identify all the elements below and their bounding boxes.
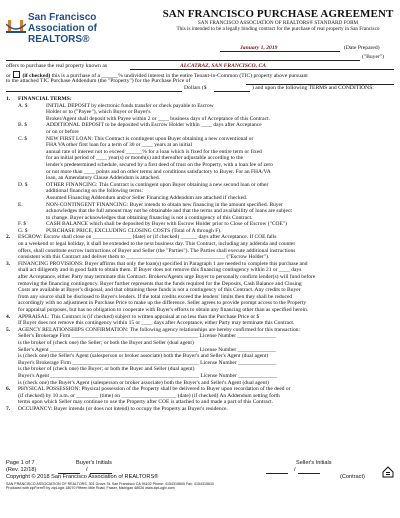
section-text: is (check one) the Seller's Agent (salesperson or broker associate) both the Buyer's and Seller's Agent (dual agent) bbox=[18, 353, 269, 360]
section-text: shall act diligently and in good faith to obtain them. If Buyer does not remove this financing contingency within 21 or ____ days bbox=[18, 267, 302, 274]
buyer-initials-field-1[interactable] bbox=[58, 467, 80, 474]
section-text: annual rate of interest not to exceed ______% for a loan which is fixed for the entire term or fixed bbox=[46, 148, 262, 155]
bridge-logo-icon bbox=[6, 14, 26, 36]
date-prepared-value[interactable]: January 1, 2019 bbox=[240, 45, 278, 51]
section-text: offers, shall constitute escrow instructions of Buyer and Seller (the "Parties"). The Parties shall execute additional instructions bbox=[18, 247, 296, 254]
contract-line bbox=[6, 241, 394, 248]
contract-line bbox=[6, 149, 394, 156]
section-number: 7. bbox=[6, 405, 11, 412]
if-checked-text: (if checked) bbox=[22, 73, 51, 79]
section-label: A. $ bbox=[18, 102, 28, 109]
section-text: is (check one) the Buyer's Agent (salesperson or broker associate) both the Buyer's and Seller's Agent (dual agent) bbox=[18, 379, 269, 386]
section-text: Seller's Brokerage Firm ______________________________________________ License Number ______________ bbox=[18, 333, 276, 340]
seller-initials-field-2[interactable] bbox=[298, 467, 320, 474]
section-text: OTHER FINANCING: This Contract is contingent upon Buyer obtaining a new second loan or other bbox=[46, 181, 269, 188]
date-prepared-rule bbox=[220, 51, 340, 52]
seller-initials-field-1[interactable] bbox=[266, 467, 288, 474]
section-text: consistent with this Contract and deliver them to ____________________________________ ("Escrow Holder"). bbox=[18, 254, 270, 261]
section-number: 5. bbox=[6, 326, 11, 333]
contract-label: (Contract) bbox=[340, 474, 365, 480]
contract-line bbox=[6, 155, 394, 162]
contract-line bbox=[6, 360, 394, 367]
section-text: NEW FIRST LOAN: This Contract is contingent upon Buyer obtaining a new conventional or bbox=[46, 135, 254, 142]
property-address-value[interactable]: ALCATRAZ, SAN FRANCISCO, CA bbox=[180, 63, 266, 69]
contract-line bbox=[6, 261, 394, 268]
section-text: from any source shall be disclosed to Buyer's lenders. If the total credits exceed the lenders' limits then they shall be reduced bbox=[18, 293, 293, 300]
contract-line bbox=[6, 347, 394, 354]
contract-line bbox=[6, 366, 394, 373]
section-text: ADDITIONAL DEPOSIT to be deposited with Escrow Holder within ____ days after Acceptance bbox=[46, 122, 262, 129]
section-text: accordingly with no adjustment in Purchase Price to make up the difference. Seller agrees to provide prompt access to the Property bbox=[18, 300, 307, 307]
contract-line bbox=[6, 327, 394, 334]
section-text: or on or before bbox=[46, 128, 79, 135]
document-subtitle: SAN FRANCISCO ASSOCIATION OF REALTORS® STANDARD FORM bbox=[197, 20, 359, 26]
contract-line bbox=[6, 228, 394, 235]
section-text: OCCUPANCY: Buyer intends (or does not intend) to occupy the Property as Buyer's residence. bbox=[18, 405, 228, 412]
section-text: is the broker of (check one) the Buyer; or both the Buyer and Seller (dual agent) bbox=[18, 366, 195, 373]
section-text: ESCROW: Escrow shall close on ______________ (date) or (if checked) ______ days after Acceptance. If COE falls bbox=[18, 234, 277, 241]
contract-line bbox=[6, 340, 394, 347]
contract-line bbox=[6, 399, 394, 406]
fine-print-2: Produced with zipForm® by zipLogix 18070 Fifteen Mile Road, Fraser, Michigan 48026 www.zipLogix.com bbox=[6, 486, 175, 491]
contract-line bbox=[6, 274, 394, 281]
contract-line bbox=[6, 333, 394, 340]
dollars-text: Dollars ($ bbox=[184, 85, 207, 91]
section-label: F. $ bbox=[18, 221, 27, 228]
section-text: NON-CONTINGENT FINANCING: Buyer intends to obtain new financing in the amount specified. Buyer bbox=[46, 201, 283, 208]
contract-line bbox=[6, 281, 394, 288]
logo-line-2: Association of REALTORS® bbox=[28, 23, 97, 45]
date-prepared-label: (Date Prepared) bbox=[344, 45, 380, 51]
section-label: FINANCIAL TERMS: bbox=[18, 96, 72, 102]
section-text: Costs are available at Buyer's disposal, and that obtaining these funds is not a contingency of this Contract. Any credits to Buyer bbox=[18, 287, 301, 294]
terms-text: ) and upon the following TERMS and CONDITIONS: bbox=[252, 85, 374, 91]
section-text: lender's predetermined schedule, secured by a first deed of trust on the Property, with a loan fee of zero bbox=[46, 161, 273, 168]
document-subtitle-2: This is intended to be a legally binding contract for the purchase of real property in San Francisco bbox=[176, 26, 380, 32]
copyright-text: Copyright © 2018 San Francisco Association of REALTORS® bbox=[6, 474, 159, 480]
page-footer: Page 1 of 7 Buyer's Initials Seller's Initials (Rev. 12/18) / / Copyright © 2018 San Francisco Association of REALTORS® (Contract) SAN FRANCISCO ASSOCIATION OF REALTORS, 301 Grove St. San Francisco CA 94102 Phone: 4154315600 Fax: 4154315610 Produced with zipForm® by zipLogix 18070 Fifteen Mile Road, Fraser, Michigan 48026 www.zipLogix.com bbox=[6, 460, 394, 491]
section-text: FINANCING PROVISIONS: Buyer affirms that only the loan(s) specified in Paragraph 1 are needed to complete this purchase and bbox=[18, 260, 308, 267]
buyer-initials-field-2[interactable] bbox=[90, 467, 112, 474]
section-label: C. $ bbox=[18, 135, 28, 142]
logo-line-1: San Francisco bbox=[28, 12, 97, 23]
document-title: SAN FRANCISCO PURCHASE AGREEMENT bbox=[162, 8, 394, 20]
section-text: Broker/Agent shall deposit with Payee within 2 or ____ business days of Acceptance of this Contract. bbox=[46, 115, 270, 122]
tic-checkbox[interactable] bbox=[13, 71, 20, 78]
contract-line bbox=[6, 116, 394, 123]
contract-line bbox=[6, 267, 394, 274]
section-text: for appraisal purposes, but has no obligation to cooperate with Buyer's efforts to obtain any financing other than as specified herein. bbox=[18, 307, 309, 313]
contract-line bbox=[6, 129, 394, 136]
contract-line bbox=[6, 109, 394, 116]
contract-line bbox=[6, 136, 394, 143]
section-label: B. $ bbox=[18, 122, 28, 129]
section-number: 2. bbox=[6, 234, 11, 241]
section-text: FHA VA other first loan for a term of 30 or ____ years at an initial bbox=[46, 142, 192, 149]
section-text: after Acceptance, either Party may terminate this Contract. Brokers/Agents urge Buyer to personally confirm lender(s) will fund before bbox=[18, 274, 316, 281]
buyer-name-field[interactable] bbox=[6, 60, 360, 61]
contract-line bbox=[6, 393, 394, 400]
contract-line bbox=[6, 175, 394, 182]
section-text: If Buyer does not remove this contingency within 15 or ____ days after Acceptance, either Party may terminate this Contract. bbox=[18, 320, 295, 327]
section-text: additional financing on the following terms: bbox=[46, 188, 143, 195]
property-address-rule bbox=[130, 69, 394, 70]
section-number: 1. bbox=[6, 96, 11, 102]
section-text: on a weekend or legal holiday, it shall be extended to the next business day. This Contract, including any addenda and counter bbox=[18, 241, 296, 248]
contract-line bbox=[6, 188, 394, 195]
equal-housing-icon bbox=[382, 466, 394, 478]
offers-text: offers to purchase the real property known as bbox=[6, 63, 108, 69]
section-text: PURCHASE PRICE, EXCLUDING CLOSING COSTS (Total of A through F). bbox=[46, 227, 222, 234]
section-number: 4. bbox=[6, 313, 11, 320]
section-text: Holder or to ("Payee"), which Buyer or Buyer's bbox=[46, 109, 151, 116]
page-number: Page 1 of 7 bbox=[6, 460, 35, 466]
contract-line bbox=[6, 103, 394, 110]
contract-line bbox=[6, 96, 394, 103]
contract-line bbox=[6, 182, 394, 189]
contract-body bbox=[6, 96, 394, 413]
section-text: AGENCY RELATIONSHIPS CONFIRMATION: The following agency relationships are hereby confirmed for this transaction: bbox=[18, 326, 300, 333]
section-label: G. $ bbox=[18, 227, 28, 234]
contract-line bbox=[6, 314, 394, 321]
contract-line bbox=[6, 122, 394, 129]
section-text: PHYSICAL POSSESSION: Physical possession of the Property shall be delivered to Buyer upon recordation of the deed or bbox=[18, 386, 291, 393]
tic-text-2: to the attached TIC Purchase Addendum (the "Property") for the Purchase Price of bbox=[6, 78, 191, 84]
contract-line bbox=[6, 142, 394, 149]
contract-line bbox=[6, 195, 394, 202]
contract-line bbox=[6, 373, 394, 380]
section-text: CASH BALANCE which shall be deposited by Buyer with Escrow Holder prior to Close of Escrow ("COE") bbox=[46, 221, 287, 228]
contract-line bbox=[6, 320, 394, 327]
contract-line bbox=[6, 380, 394, 387]
tic-text: this is a purchase of a ______% undivided interest in the entire Tenant-in-Common (TIC) property above pursuant bbox=[51, 73, 308, 79]
contract-line bbox=[6, 406, 394, 413]
section-text: acknowledges that the full amount may not be obtainable and that the terms and availability of loans are subject bbox=[46, 208, 292, 215]
section-label: D. $ bbox=[18, 181, 28, 188]
seller-initials-label: Seller's Initials bbox=[296, 460, 332, 466]
contract-line bbox=[6, 353, 394, 360]
section-text: INITIAL DEPOSIT by electronic funds transfer or check payable to Escrow bbox=[46, 102, 214, 109]
contract-line bbox=[6, 287, 394, 294]
contract-line bbox=[6, 169, 394, 176]
section-text: Assumed Financing Addendum and/or Seller Financing Addendum are attached if checked. bbox=[46, 194, 248, 201]
section-text: terms upon which Seller may continue to use the Property after COE is attached to and made a part of this Contract. bbox=[18, 399, 274, 406]
contract-line bbox=[6, 294, 394, 301]
contract-line bbox=[6, 221, 394, 228]
section-text: removing the financing contingency. Buyer further represents that the funds required for the Deposits, Cash Balance and Closing bbox=[18, 280, 302, 287]
contract-line bbox=[6, 202, 394, 209]
purchase-price-dollars-field[interactable] bbox=[6, 91, 182, 92]
section-text: is the broker of (check one) the Seller; or both the Buyer and Seller (dual agent) bbox=[18, 339, 194, 346]
contract-line bbox=[6, 162, 394, 169]
fine-print-1: SAN FRANCISCO ASSOCIATION OF REALTORS, 301 Grove St. San Francisco CA 94102 Phone: 4154315600 Fax: 4154315610 bbox=[6, 482, 214, 486]
or-text: or bbox=[6, 73, 11, 79]
contract-line bbox=[6, 248, 394, 255]
sfar-logo bbox=[6, 12, 126, 45]
section-text: Buyer's Agent ______________________________________________________ License Number ______________ bbox=[18, 372, 277, 379]
section-text: (if checked) by 10 a.m. or ________ (time) on ____________________ (date) (if checked) An Addendum setting forth bbox=[18, 392, 280, 399]
contract-line bbox=[6, 300, 394, 307]
section-label: E. bbox=[18, 201, 23, 208]
section-text: Buyer's Brokerage Firm ______________________________________________ License Number ______________ bbox=[18, 359, 277, 366]
purchase-price-amount-field[interactable] bbox=[214, 91, 250, 92]
section-text: to change. Buyer acknowledges that obtaining financing is not a contingency of this Contract. bbox=[46, 214, 253, 221]
section-text: Seller's Agent ______________________________________________________ License Number ______________ bbox=[18, 346, 277, 353]
section-number: 6. bbox=[6, 386, 11, 393]
buyer-label: ("Buyer") bbox=[362, 54, 384, 60]
revision-date: (Rev. 12/18) bbox=[6, 467, 37, 473]
section-text: APPRAISAL: This Contract is (if checked) subject to written appraisal at no less than the Purchase Price or $ bbox=[18, 313, 260, 320]
contract-line bbox=[6, 254, 394, 261]
contract-line bbox=[6, 307, 394, 314]
section-number: 3. bbox=[6, 260, 11, 267]
section-text: loan, an Amendatory Clause Addendum is attached. bbox=[46, 175, 160, 182]
contract-line bbox=[6, 386, 394, 393]
contract-line bbox=[6, 208, 394, 215]
contract-line bbox=[6, 215, 394, 222]
section-text: for an initial period of ____ year(s) or month(s) and thereafter adjustable according to the bbox=[46, 155, 244, 162]
buyer-initials-label: Buyer's Initials bbox=[76, 460, 112, 466]
contract-line bbox=[6, 234, 394, 241]
section-text: or not more than ____ points and on other terms and conditions satisfactory to Buyer. For an FHA/VA bbox=[46, 168, 271, 175]
